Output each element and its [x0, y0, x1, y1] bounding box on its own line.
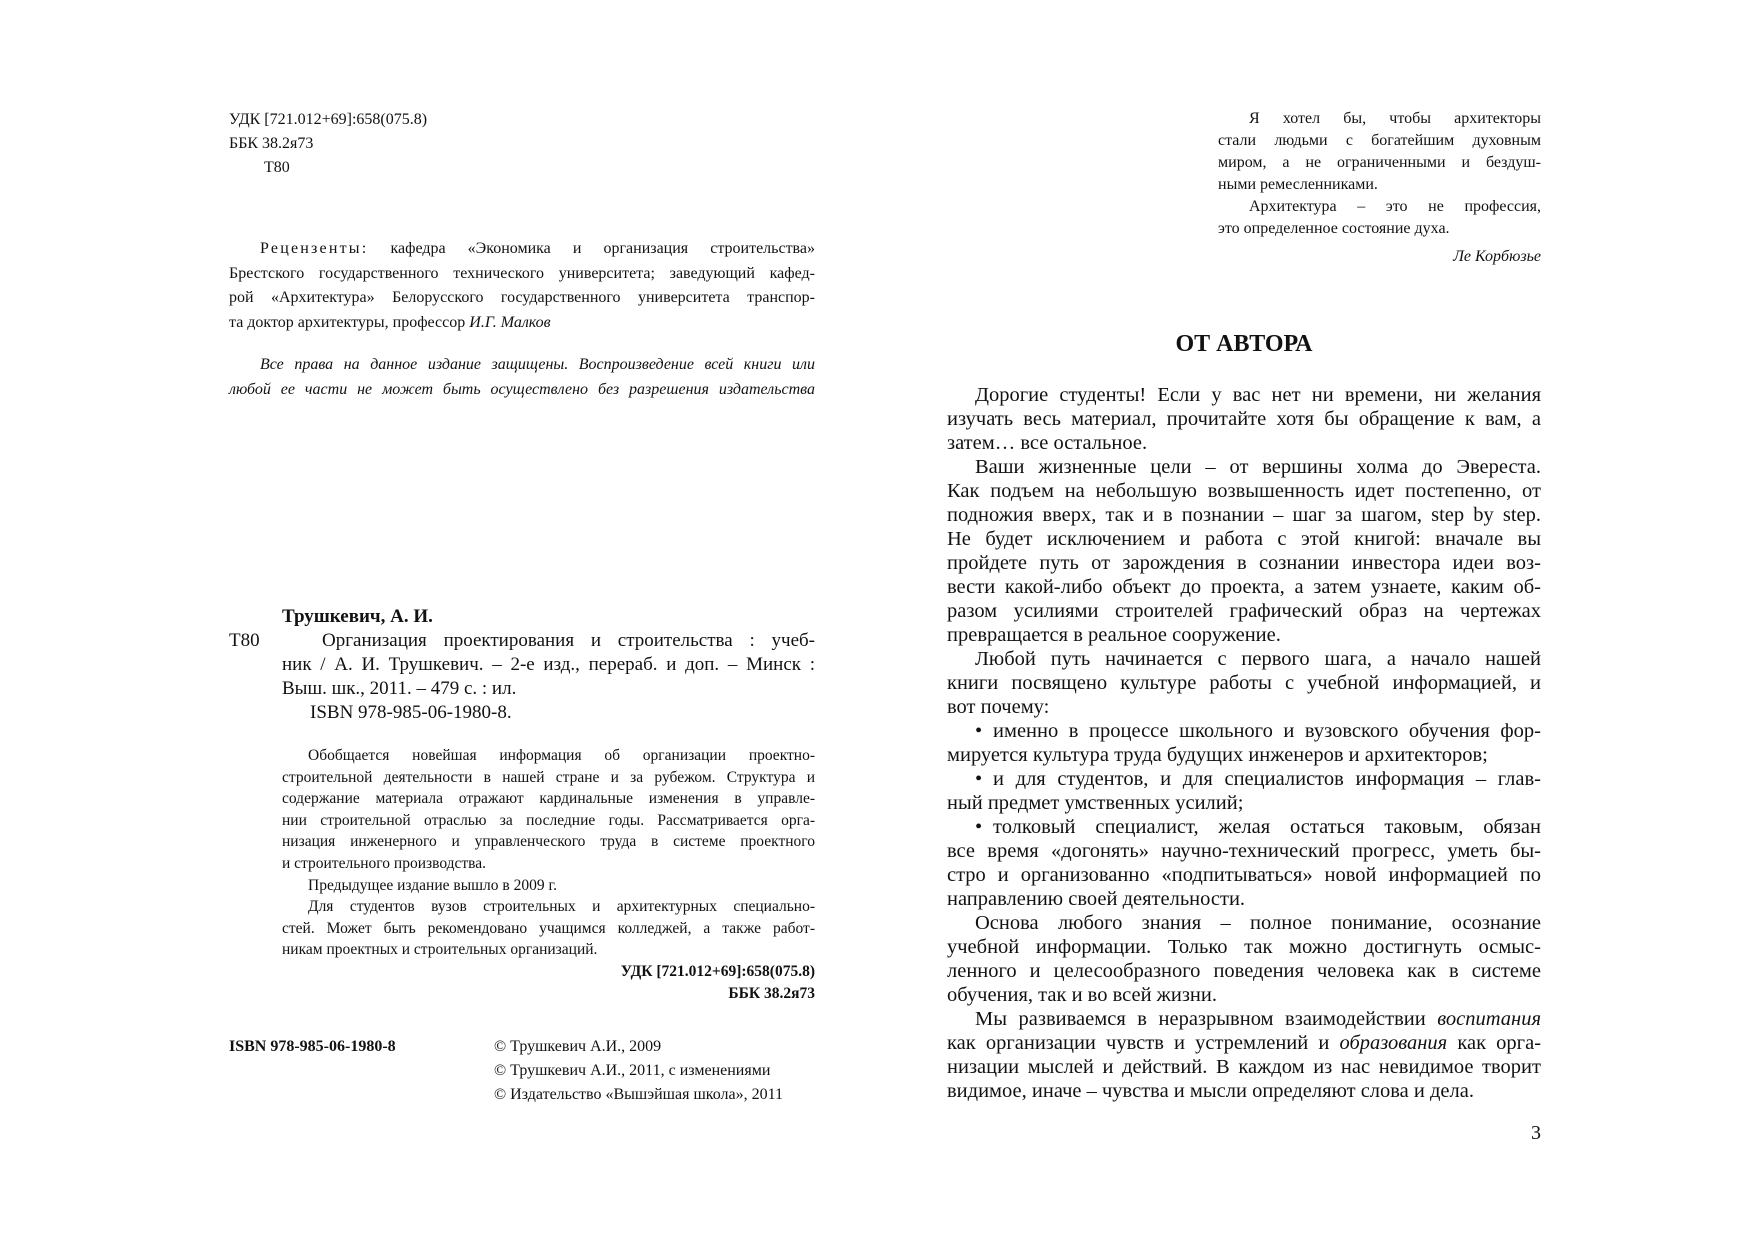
rights-line: любой ее части не может быть осуществлено без разрешения издательства: [229, 380, 815, 398]
author-preface: [947, 383, 1541, 1103]
paragraph: Мы развиваемся в неразрывном взаимодействии воспитания как организации чувств и устремлений и образования как орга- низации мыслей и действий. В каждом из нас невидимое творит видимое, иначе – чувства и мысли определяют слова и дела.: [947, 1008, 1542, 1102]
reviewer-name: И.Г. Малков: [469, 313, 551, 331]
rights-line: Все права на данное издание защищены. Воспроизведение всей книги или: [260, 356, 815, 373]
bullet-icon: •: [975, 816, 983, 838]
udc-code: УДК [721.012+69]:658(075.8): [229, 111, 428, 128]
reviewers-line: рой «Архитектура» Белорусского государственного университета транспор-: [229, 289, 815, 306]
left-page: [0, 0, 877, 1240]
previous-edition: Предыдущее издание вышло в 2009 г.: [308, 876, 557, 894]
reviewers-line: Брестского государственного технического университета; заведующий кафед-: [229, 264, 815, 282]
paragraph: Ваши жизненные цели – от вершины холма до Эвереста. Как подъем на небольшую возвышенность идет постепенно, от подножия вверх, так и в познании – шаг за шагом, step by step. Не будет исключением и работа с этой книгой: вначале вы пройдете путь от зарождения в сознании инвестора идеи воз- вести какой-либо объект до проекта, а затем узнаете, каким об- разом усилиями строителей графический образ на чертежах превращается в реальное сооружение.: [947, 456, 1541, 646]
bullet-icon: •: [975, 768, 983, 790]
copyright-line: © Трушкевич А.И., 2009: [494, 1038, 662, 1055]
rights-notice: [229, 353, 815, 402]
paragraph: Основа любого знания – полное понимание, осознание учебной информации. Только так можно достигнуть осмыс- ленного и целесообразного поведения человека как в системе обучения, так и во всей жизни.: [947, 912, 1541, 1006]
isbn-bottom: ISBN 978-985-06-1980-8: [229, 1038, 396, 1055]
bullet-list-item: • именно в процессе школьного и вузовского обучения фор- мируется культура труда будущих инженеров и архитекторов;: [947, 720, 1541, 766]
paragraph: Любой путь начинается с первого шага, а начало нашей книги посвящено культуре работы с учебной информацией, и вот почему:: [947, 648, 1541, 718]
reviewers-line: Рецензенты: кафедра «Экономика и организация строительства»: [260, 240, 816, 257]
page-number: 3: [1531, 1122, 1541, 1144]
catalog-author: Трушкевич, А. И.: [282, 606, 433, 627]
section-heading: ОТ АВТОРА: [1175, 331, 1313, 357]
bullet-list-item: • и для студентов, и для специалистов информация – глав- ный предмет умственных усилий;: [947, 768, 1541, 814]
bullet-list-item: • толковый специалист, желая остаться таковым, обязан все время «догонять» научно-технический прогресс, уметь бы- стро и организованно «подпитываться» новой информацией по направлению своей деятельности.: [947, 816, 1541, 910]
catalog-isbn: ISBN 978-985-06-1980-8.: [310, 702, 512, 723]
bullet-icon: •: [975, 720, 983, 742]
reviewers-block: [229, 237, 815, 335]
bbk-bottom: ББК 38.2я73: [728, 984, 815, 1002]
catalog-entry: Организация проектирования и строительства : учеб- ник / А. И. Трушкевич. – 2-е изд., перераб. и доп. – Минск : Выш. шк., 2011. – 479 с. : ил. ISBN 978-985-06-1980-8.: [282, 630, 815, 723]
reviewers-line: та доктор архитектуры, профессор И.Г. Малков: [229, 313, 551, 331]
author-code: Т80: [264, 159, 290, 176]
epigraph-author: Ле Корбюзье: [1453, 248, 1541, 265]
copyright-line: © Трушкевич А.И., 2011, с изменениями: [494, 1062, 771, 1079]
copyright-line: © Издательство «Вышэйшая школа», 2011: [494, 1086, 783, 1103]
right-page: [877, 0, 1755, 1240]
udc-bottom: УДК [721.012+69]:658(075.8): [620, 962, 815, 980]
annotation: Обобщается новейшая информация об организации проектно- строительной деятельности в нашей стране и за рубежом. Структура и содержание материала отражают кардинальные изменения в управле- нии строительной отраслью за последние годы. Рассматривается орга- низация инженерного и управленческого труда в системе проектного и строительного производства. Предыдущее издание вышло в 2009 г. Для студентов вузов строительных и архитектурных специально- стей. Может быть рекомендовано учащимся колледжей, а также работ- никам проектных и строительных организаций. УДК [721.012+69]:658(075.8) ББК 38.2я73: [282, 745, 815, 1004]
catalog-code: Т80: [229, 630, 260, 651]
reviewers-label: Рецензенты:: [260, 240, 369, 257]
epigraph: Я хотел бы, чтобы архитекторы стали людьми с богатейшим духовным миром, а не ограниченными и бездуш- ными ремесленниками. Архитектура – это не профессия, это определенное состояние духа. Ле Корбюзье: [1218, 108, 1541, 268]
bbk-code: ББК 38.2я73: [229, 135, 314, 152]
paragraph: Дорогие студенты! Если у вас нет ни времени, ни желания изучать весь материал, прочитайте хотя бы обращение к вам, а затем… все остальное.: [947, 384, 1541, 454]
copyright-list: [494, 1035, 783, 1107]
